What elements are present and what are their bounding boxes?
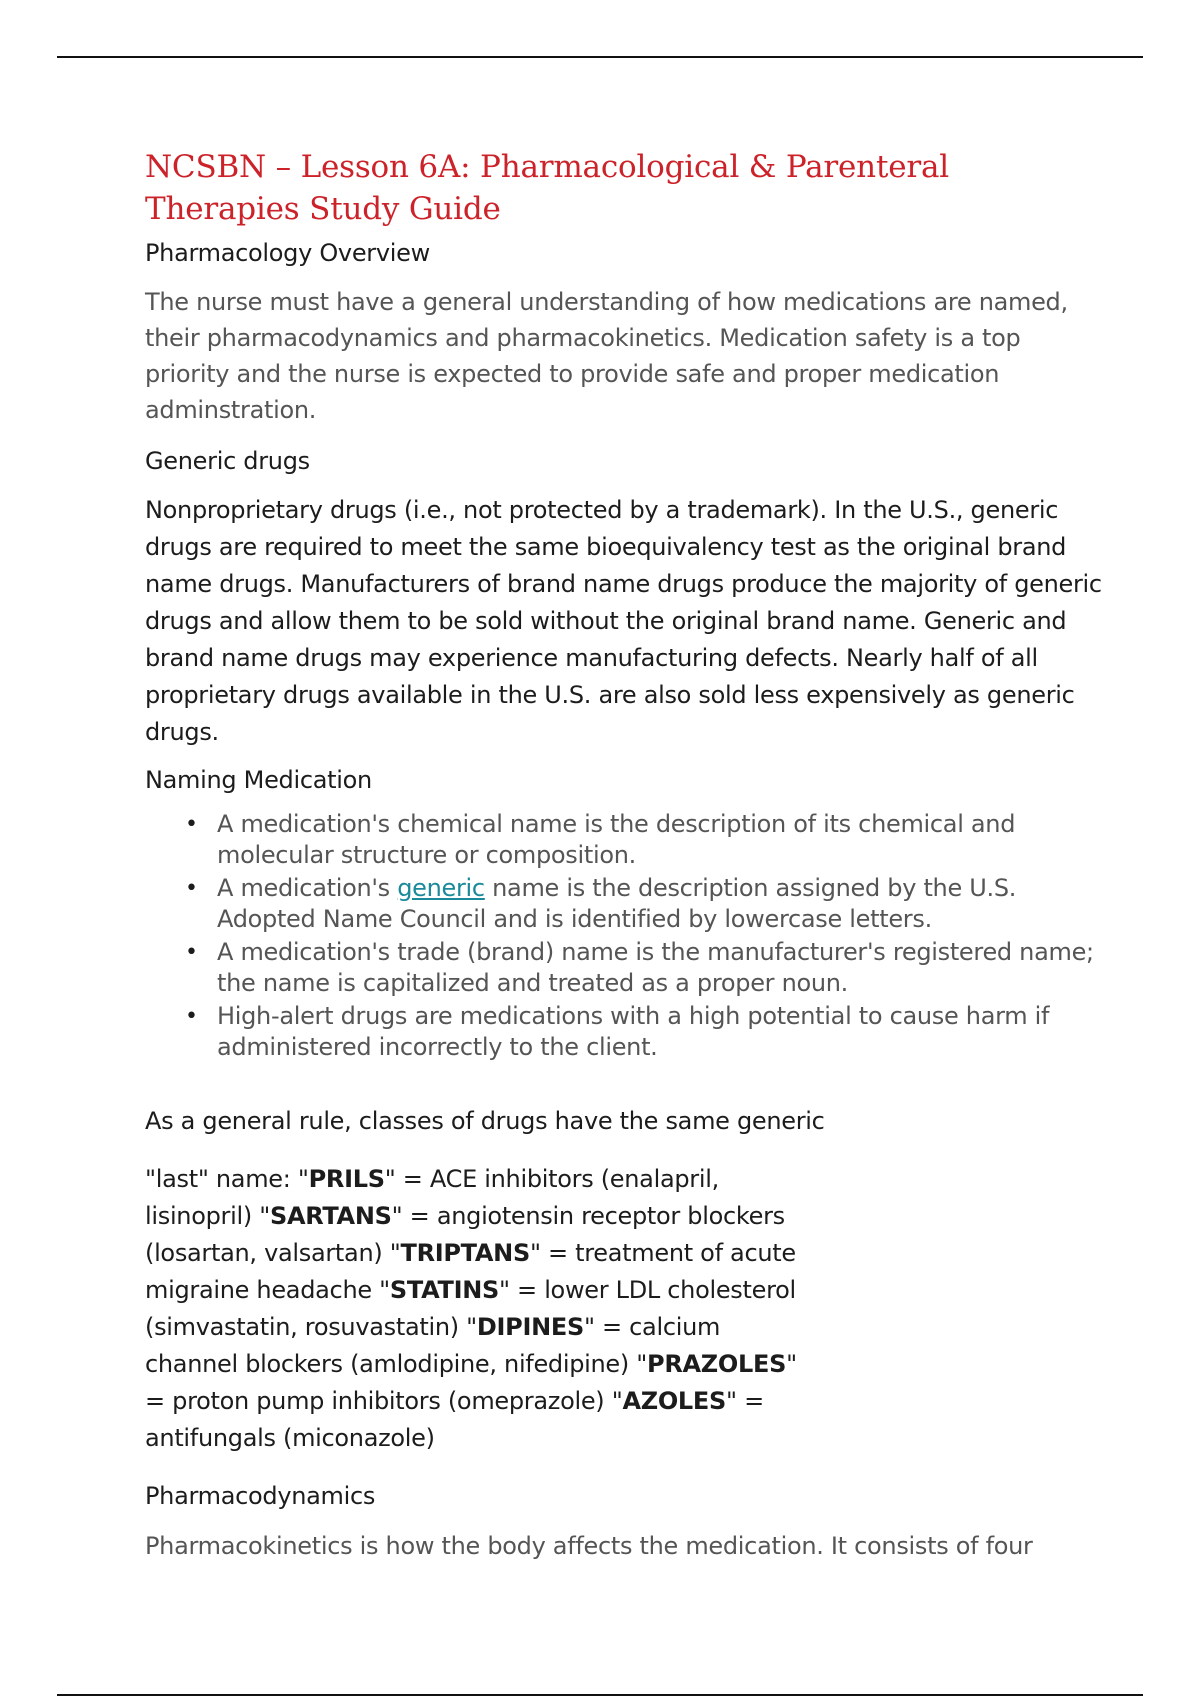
top-rule xyxy=(57,56,1143,58)
suffix-name: STATINS xyxy=(389,1276,499,1304)
heading-naming-medication: Naming Medication xyxy=(145,766,372,794)
overview-paragraph: The nurse must have a general understanding of how medications are named, their pharmacodynamics and pharmacokinetics. Medication safety is a top priority and the nurse is expected to provide safe and proper medication adminstration. xyxy=(145,288,1068,424)
bullet-icon: • xyxy=(185,812,198,837)
list-item xyxy=(185,1001,1105,1063)
suffix-desc: " = ACE inhibitors (enalapril, lisinopril) xyxy=(145,1165,719,1230)
suffix-desc: " = proton pump inhibitors (omeprazole) xyxy=(145,1350,797,1415)
naming-bullet-list xyxy=(145,809,1105,1063)
bullet-text: A medication's trade (brand) name is the manufacturer's registered name; the name is capitalized and treated as a proper noun. xyxy=(217,938,1094,997)
suffix-name: TRIPTANS xyxy=(400,1239,530,1267)
bullet-icon: • xyxy=(185,1004,198,1029)
pharmacokinetics-paragraph: Pharmacokinetics is how the body affects the medication. It consists of four xyxy=(145,1532,1033,1560)
suffix-name: SARTANS xyxy=(269,1202,392,1230)
bullet-icon: • xyxy=(185,940,198,965)
bottom-rule xyxy=(57,1694,1143,1696)
list-item xyxy=(185,937,1105,999)
drug-classes-intro: As a general rule, classes of drugs have the same generic xyxy=(145,1107,825,1135)
bullet-text-before: A medication's xyxy=(217,874,398,902)
suffix-name: PRILS xyxy=(308,1165,385,1193)
suffix-prefix: " xyxy=(636,1350,648,1378)
drug-class-suffix-list xyxy=(145,1161,805,1457)
suffix-desc: " = angiotensin receptor blockers (losartan, valsartan) xyxy=(145,1202,785,1267)
generic-drugs-paragraph: Nonproprietary drugs (i.e., not protected by a trademark). In the U.S., generic drugs are required to meet the same bioequivalency test as the original brand name drugs. Manufacturers of brand name drugs produce the majority of generic drugs and allow them to be sold without the original brand name. Generic and brand name drugs may experience manufacturing defects. Nearly half of all proprietary drugs available in the U.S. are also sold less expensively as generic drugs. xyxy=(145,496,1102,746)
suffix-desc: " = antifungals (miconazole) xyxy=(145,1387,764,1452)
suffix-name: PRAZOLES xyxy=(647,1350,787,1378)
suffix-prefix: " xyxy=(389,1239,401,1267)
suffix-desc: " = calcium channel blockers (amlodipine, nifedipine) xyxy=(145,1313,721,1378)
document-page xyxy=(145,146,1105,1587)
suffix-name: DIPINES xyxy=(476,1313,584,1341)
suffix-name: AZOLES xyxy=(622,1387,726,1415)
bullet-text: High-alert drugs are medications with a high potential to cause harm if administered incorrectly to the client. xyxy=(217,1002,1050,1061)
bullet-text-after: name is the description assigned by the U.S. Adopted Name Council and is identified by lowercase letters. xyxy=(217,874,1017,933)
suffix-desc: " = treatment of acute migraine headache xyxy=(145,1239,796,1304)
document-title: NCSBN – Lesson 6A: Pharmacological & Parenteral Therapies Study Guide xyxy=(145,149,949,227)
suffix-desc: " = lower LDL cholesterol (simvastatin, rosuvastatin) xyxy=(145,1276,796,1341)
suffix-prefix: " xyxy=(379,1276,390,1304)
bullet-icon: • xyxy=(185,876,198,901)
heading-pharmacology-overview: Pharmacology Overview xyxy=(145,239,430,267)
suffix-prefix: " xyxy=(259,1202,270,1230)
generic-link[interactable]: generic xyxy=(397,874,485,902)
suffix-prefix: "last" name: " xyxy=(145,1165,309,1193)
suffix-prefix: " xyxy=(466,1313,477,1341)
list-item xyxy=(185,873,1105,935)
list-item xyxy=(185,809,1105,871)
heading-pharmacodynamics: Pharmacodynamics xyxy=(145,1482,376,1510)
bullet-text: A medication's chemical name is the description of its chemical and molecular structure or composition. xyxy=(217,810,1016,869)
suffix-prefix: " xyxy=(611,1387,623,1415)
heading-generic-drugs: Generic drugs xyxy=(145,447,310,475)
